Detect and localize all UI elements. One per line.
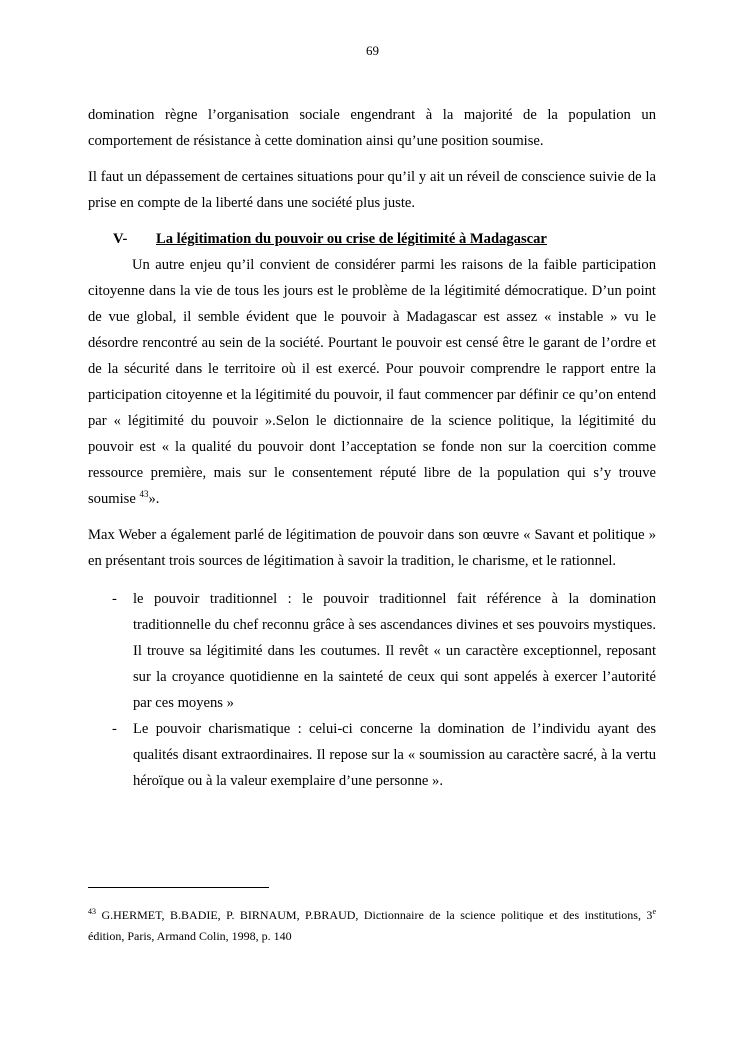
- footnote-text-end: édition, Paris, Armand Colin, 1998, p. 140: [88, 929, 292, 943]
- list-item: [88, 586, 656, 716]
- section-heading: [88, 226, 656, 252]
- footnote-reference: 43: [139, 489, 149, 500]
- bullet-list: [88, 586, 656, 794]
- paragraph-3: [88, 252, 656, 512]
- footnote-divider: [88, 887, 269, 888]
- footnote-number: 43: [88, 907, 96, 916]
- paragraph-4: Max Weber a également parlé de légitimation de pouvoir dans son œuvre « Savant et politique » en présentant trois sources de légitimation à savoir la tradition, le charisme, et le rationnel.: [88, 527, 656, 569]
- list-item: [88, 716, 656, 794]
- paragraph-3-end: ».: [148, 491, 160, 507]
- paragraph-2: Il faut un dépassement de certaines situations pour qu’il y ait un réveil de conscience suivie de la prise en compte de la liberté dans une société plus juste.: [88, 169, 656, 211]
- bullet-marker: -: [112, 591, 117, 607]
- bullet-marker: -: [112, 721, 117, 737]
- footnote-text: G.HERMET, B.BADIE, P. BIRNAUM, P.BRAUD, Dictionnaire de la science politique et des institutions, 3: [96, 908, 653, 922]
- section-title: La légitimation du pouvoir ou crise de légitimité à Madagascar: [156, 231, 547, 247]
- bullet-text: Le pouvoir charismatique : celui-ci concerne la domination de l’individu ayant des qualités disant extraordinaires. Il repose sur la « soumission au caractère sacré, à la vertu héroïque ou à la valeur exemplaire d’une personne ».: [133, 721, 656, 789]
- section-number: V-: [113, 231, 128, 247]
- page-number: 69: [366, 43, 379, 58]
- footnote: [88, 905, 656, 947]
- bullet-text: le pouvoir traditionnel : le pouvoir traditionnel fait référence à la domination traditionnelle du chef reconnu grâce à ses ascendances divines et ses pouvoirs mystiques. Il trouve sa légitimité dans les coutumes. Il revêt « un caractère exceptionnel, reposant sur la croyance quotidienne en la sainteté de ceux qui sont appelés à exercer l’autorité par ces moyens »: [133, 591, 656, 711]
- page-body: [88, 102, 656, 794]
- footnote-superscript: e: [652, 907, 656, 916]
- paragraph-3-text: Un autre enjeu qu’il convient de considérer parmi les raisons de la faible participation citoyenne dans la vie de tous les jours est le problème de la légitimité démocratique. D’un point de vue global, il semble évident que le pouvoir à Madagascar est assez « instable » vu le désordre rencontré au sein de la société. Pourtant le pouvoir est censé être le garant de l’ordre et de la sécurité dans le territoire où il est exercé. Pour pouvoir comprendre le rapport entre la participation citoyenne et la légitimité du pouvoir, il faut commencer par définir ce qu’on entend par « légitimité du pouvoir ».Selon le dictionnaire de la science politique, la légitimité du pouvoir est « la qualité du pouvoir dont l’acceptation se fonde non sur la coercition comme ressource première, mais sur le consentement réputé libre de la population qui s’y trouve soumise: [88, 257, 656, 507]
- paragraph-1: domination règne l’organisation sociale engendrant à la majorité de la population un comportement de résistance à cette domination ainsi qu’une position soumise.: [88, 107, 656, 149]
